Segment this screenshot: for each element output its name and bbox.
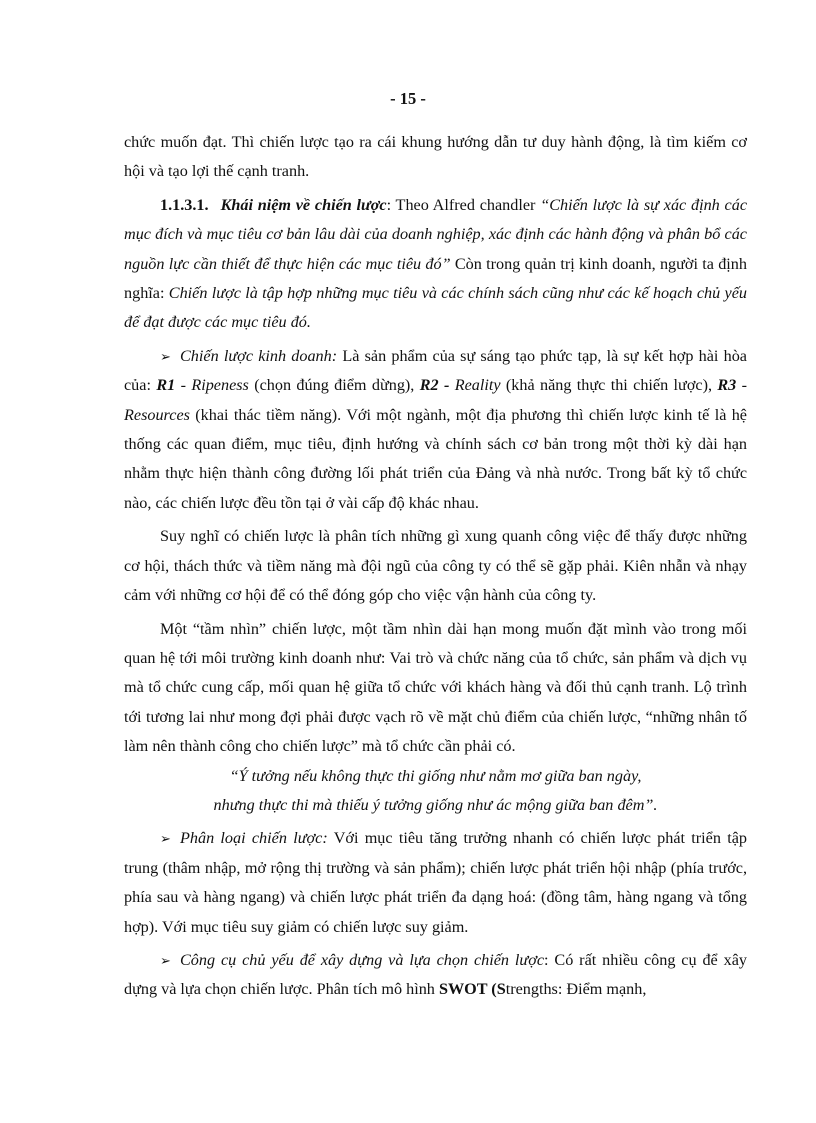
r1-desc: (chọn đúng điểm dừng),: [248, 376, 420, 395]
r1-label: R1: [156, 376, 176, 395]
bullet-title: Chiến lược kinh doanh:: [180, 346, 338, 365]
section-title: Khái niệm về chiến lược: [220, 195, 387, 214]
arrow-bullet-icon: ➢: [160, 348, 171, 364]
section-number: 1.1.3.1.: [160, 195, 209, 214]
r3-desc: (khai thác tiềm năng). Với một ngành, một địa phương thì chiến lược kinh tế là hệ thống các quan điểm, mục tiêu, định hướng và chính sách cơ bản trong một thời kỳ dài hạn nhằm thực hiện thành công đường lối phát triển của Đảng và nhà nước. Trong bất kỳ tổ chức nào, các chiến lược đều tồn tại ở vài cấp độ khác nhau.: [124, 405, 747, 512]
separator: -: [736, 376, 748, 395]
swot-s-letter: S: [496, 980, 506, 999]
bullet-tools: [124, 946, 747, 1005]
body-text: [124, 128, 747, 1005]
chandler-quote: “Chiến lược là sự xác định các mục đích và mục tiêu cơ bản lâu dài của doanh nghiệp, xác định các hành động và phân bổ các nguồn lực cần thiết để thực hiện các mục tiêu đó”: [124, 195, 747, 273]
r1-name: Ripeness: [191, 376, 249, 395]
page-number: - 15 -: [390, 89, 426, 108]
bullet-title: Phân loại chiến lược:: [180, 829, 328, 848]
bullet-text: : Có rất nhiều công cụ để xây dựng và lựa chọn chiến lược. Phân tích mô hình: [124, 950, 747, 999]
bullet-text: Là sản phẩm của sự sáng tạo phức tạp, là sự kết hợp hài hòa của:: [124, 346, 747, 395]
strategy-definition: Chiến lược là tập hợp những mục tiêu và các chính sách cũng như các kế hoạch chủ yếu để đạt được các mục tiêu đó.: [124, 284, 747, 332]
bullet-business-strategy: [124, 342, 747, 518]
paragraph-vision: Một “tầm nhìn” chiến lược, một tầm nhìn dài hạn mong muốn đặt mình vào trong mối quan hệ tới môi trường kinh doanh như: Vai trò và chức năng của tổ chức, sản phẩm và dịch vụ mà tổ chức cung cấp, mối quan hệ giữa tổ chức với khách hàng và đối thủ cạnh tranh. Lộ trình tới tương lai như mong đợi phải được vạch rõ về mặt chủ điểm của chiến lược, “những nhân tố làm nên thành công cho chiến lược” mà tổ chức cần phải có.: [124, 619, 747, 756]
arrow-bullet-icon: ➢: [160, 831, 171, 847]
bullet-classification: [124, 824, 747, 942]
section-mid: Còn trong quản trị kinh doanh, người ta định nghĩa:: [124, 254, 747, 303]
section-intro: : Theo Alfred chandler: [386, 195, 541, 214]
separator: -: [175, 376, 192, 395]
r3-name: Resources: [124, 405, 190, 424]
section-paragraph: [124, 191, 747, 338]
r2-label: R2 -: [419, 376, 455, 395]
quote-line-1: “Ý tưởng nếu không thực thi giống như nằm mơ giữa ban ngày,: [229, 766, 642, 785]
bullet-text: Với mục tiêu tăng trưởng nhanh có chiến lược phát triển tập trung (thâm nhập, mở rộng thị trường và sản phẩm); chiến lược phát triển hội nhập (phía trước, phía sau và hàng ngang) và chiến lược phát triển đa dạng hoá: (đồng tâm, hàng ngang và tổng hợp). Với mục tiêu suy giảm có chiến lược suy giảm.: [124, 829, 747, 936]
swot-label: SWOT: [438, 980, 488, 999]
r2-desc: (khả năng thực thi chiến lược),: [500, 376, 718, 395]
arrow-bullet-icon: ➢: [160, 952, 171, 968]
paragraph-strategic-thinking: Suy nghĩ có chiến lược là phân tích những gì xung quanh công việc để thấy được những cơ hội, thách thức và tiềm năng mà đội ngũ của công ty có thể sẽ gặp phải. Kiên nhẫn và nhạy cảm với những cơ hội để có thể đóng góp cho việc vận hành của công ty.: [124, 527, 747, 605]
bullet-title: Công cụ chủ yếu để xây dựng và lựa chọn chiến lược: [180, 950, 545, 969]
r3-label: R3: [717, 376, 737, 395]
paren: (: [487, 980, 497, 999]
r2-name: Reality: [454, 376, 501, 395]
quote-line-2: nhưng thực thi mà thiếu ý tưởng giống như ác mộng giữa ban đêm”.: [213, 795, 658, 814]
paragraph-continuation: chức muốn đạt. Thì chiến lược tạo ra cái khung hướng dẫn tư duy hành động, là tìm kiếm cơ hội và tạo lợi thế cạnh tranh.: [124, 133, 747, 181]
swot-s-rest: trengths: Điểm mạnh,: [505, 980, 647, 999]
